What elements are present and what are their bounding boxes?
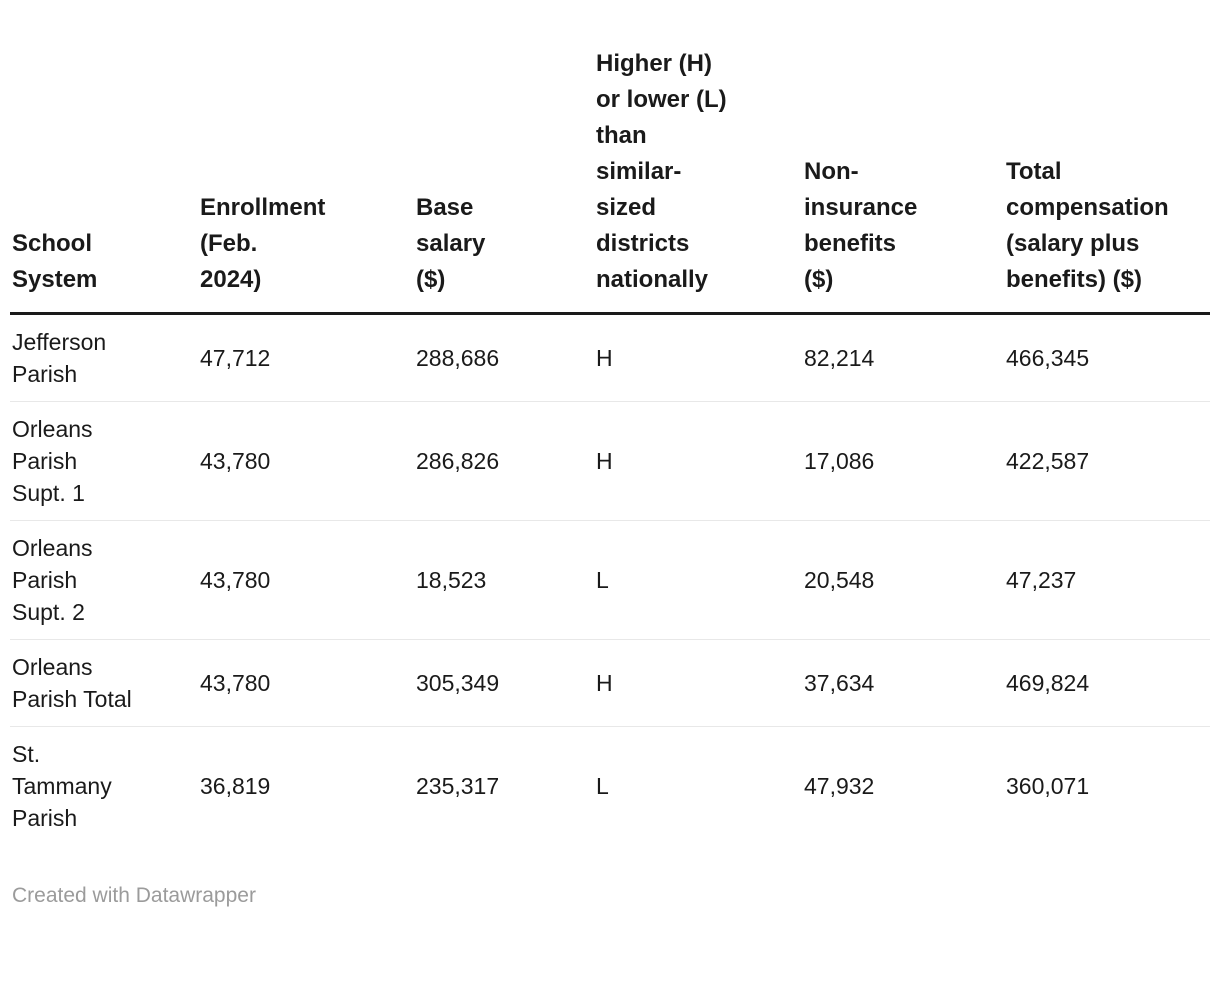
cell-enrollment: 43,780 (200, 402, 416, 521)
column-header-school-system (10, 0, 200, 314)
cell-base-salary: 288,686 (416, 314, 596, 402)
superintendent-compensation-table (10, 0, 1210, 845)
superintendent-compensation-table-container (10, 0, 1210, 845)
column-header-label: Non-insurance benefits ($) (804, 158, 918, 293)
datawrapper-attribution-link[interactable]: Created with Datawrapper (12, 884, 256, 907)
table-row-st-tammany-parish (10, 727, 1210, 846)
cell-higher-lower: H (596, 314, 804, 402)
column-header-label: Base salary ($) (416, 194, 486, 293)
column-header-non-insurance-benefits (804, 0, 1006, 314)
column-header-label: Higher (H) or lower (L) than similar-sized districts nationally (596, 50, 727, 293)
cell-enrollment: 43,780 (200, 521, 416, 640)
cell-higher-lower: L (596, 521, 804, 640)
table-row-jefferson-parish (10, 314, 1210, 402)
cell-higher-lower: H (596, 402, 804, 521)
cell-base-salary: 286,826 (416, 402, 596, 521)
cell-total-compensation: 469,824 (1006, 640, 1210, 727)
header-row (10, 0, 1210, 314)
column-header-label: Total compensation (salary plus benefits) ($) (1006, 158, 1169, 293)
cell-non-insurance-benefits: 17,086 (804, 402, 1006, 521)
cell-enrollment: 47,712 (200, 314, 416, 402)
table-row-orleans-parish-supt-2 (10, 521, 1210, 640)
table-row-orleans-parish-supt-1 (10, 402, 1210, 521)
column-header-label: School System (12, 230, 98, 293)
chart-footer (12, 883, 1220, 909)
cell-total-compensation: 466,345 (1006, 314, 1210, 402)
cell-total-compensation: 47,237 (1006, 521, 1210, 640)
cell-school-system: St. Tammany Parish (12, 741, 112, 831)
cell-school-system: Jefferson Parish (10, 314, 200, 402)
cell-enrollment: 36,819 (200, 773, 271, 799)
cell-school-system: Orleans Parish Supt. 1 (10, 402, 200, 521)
column-header-enrollment (200, 0, 416, 314)
cell-non-insurance-benefits: 47,932 (804, 773, 875, 799)
cell-non-insurance-benefits: 82,214 (804, 314, 1006, 402)
cell-total-compensation: 422,587 (1006, 402, 1210, 521)
cell-school-system: Orleans Parish Supt. 2 (10, 521, 200, 640)
column-header-higher-lower (596, 0, 804, 314)
cell-base-salary: 305,349 (416, 640, 596, 727)
cell-higher-lower: H (596, 640, 804, 727)
cell-enrollment: 43,780 (200, 640, 416, 727)
column-header-base-salary (416, 0, 596, 314)
column-header-label: Enrollment (Feb. 2024) (200, 194, 326, 293)
cell-non-insurance-benefits: 37,634 (804, 640, 1006, 727)
table-row-orleans-parish-total (10, 640, 1210, 727)
cell-school-system: Orleans Parish Total (10, 640, 200, 727)
cell-total-compensation: 360,071 (1006, 773, 1090, 799)
cell-higher-lower: L (596, 773, 609, 799)
cell-base-salary: 235,317 (416, 773, 500, 799)
cell-base-salary: 18,523 (416, 521, 596, 640)
cell-non-insurance-benefits: 20,548 (804, 521, 1006, 640)
column-header-total-compensation (1006, 0, 1210, 314)
